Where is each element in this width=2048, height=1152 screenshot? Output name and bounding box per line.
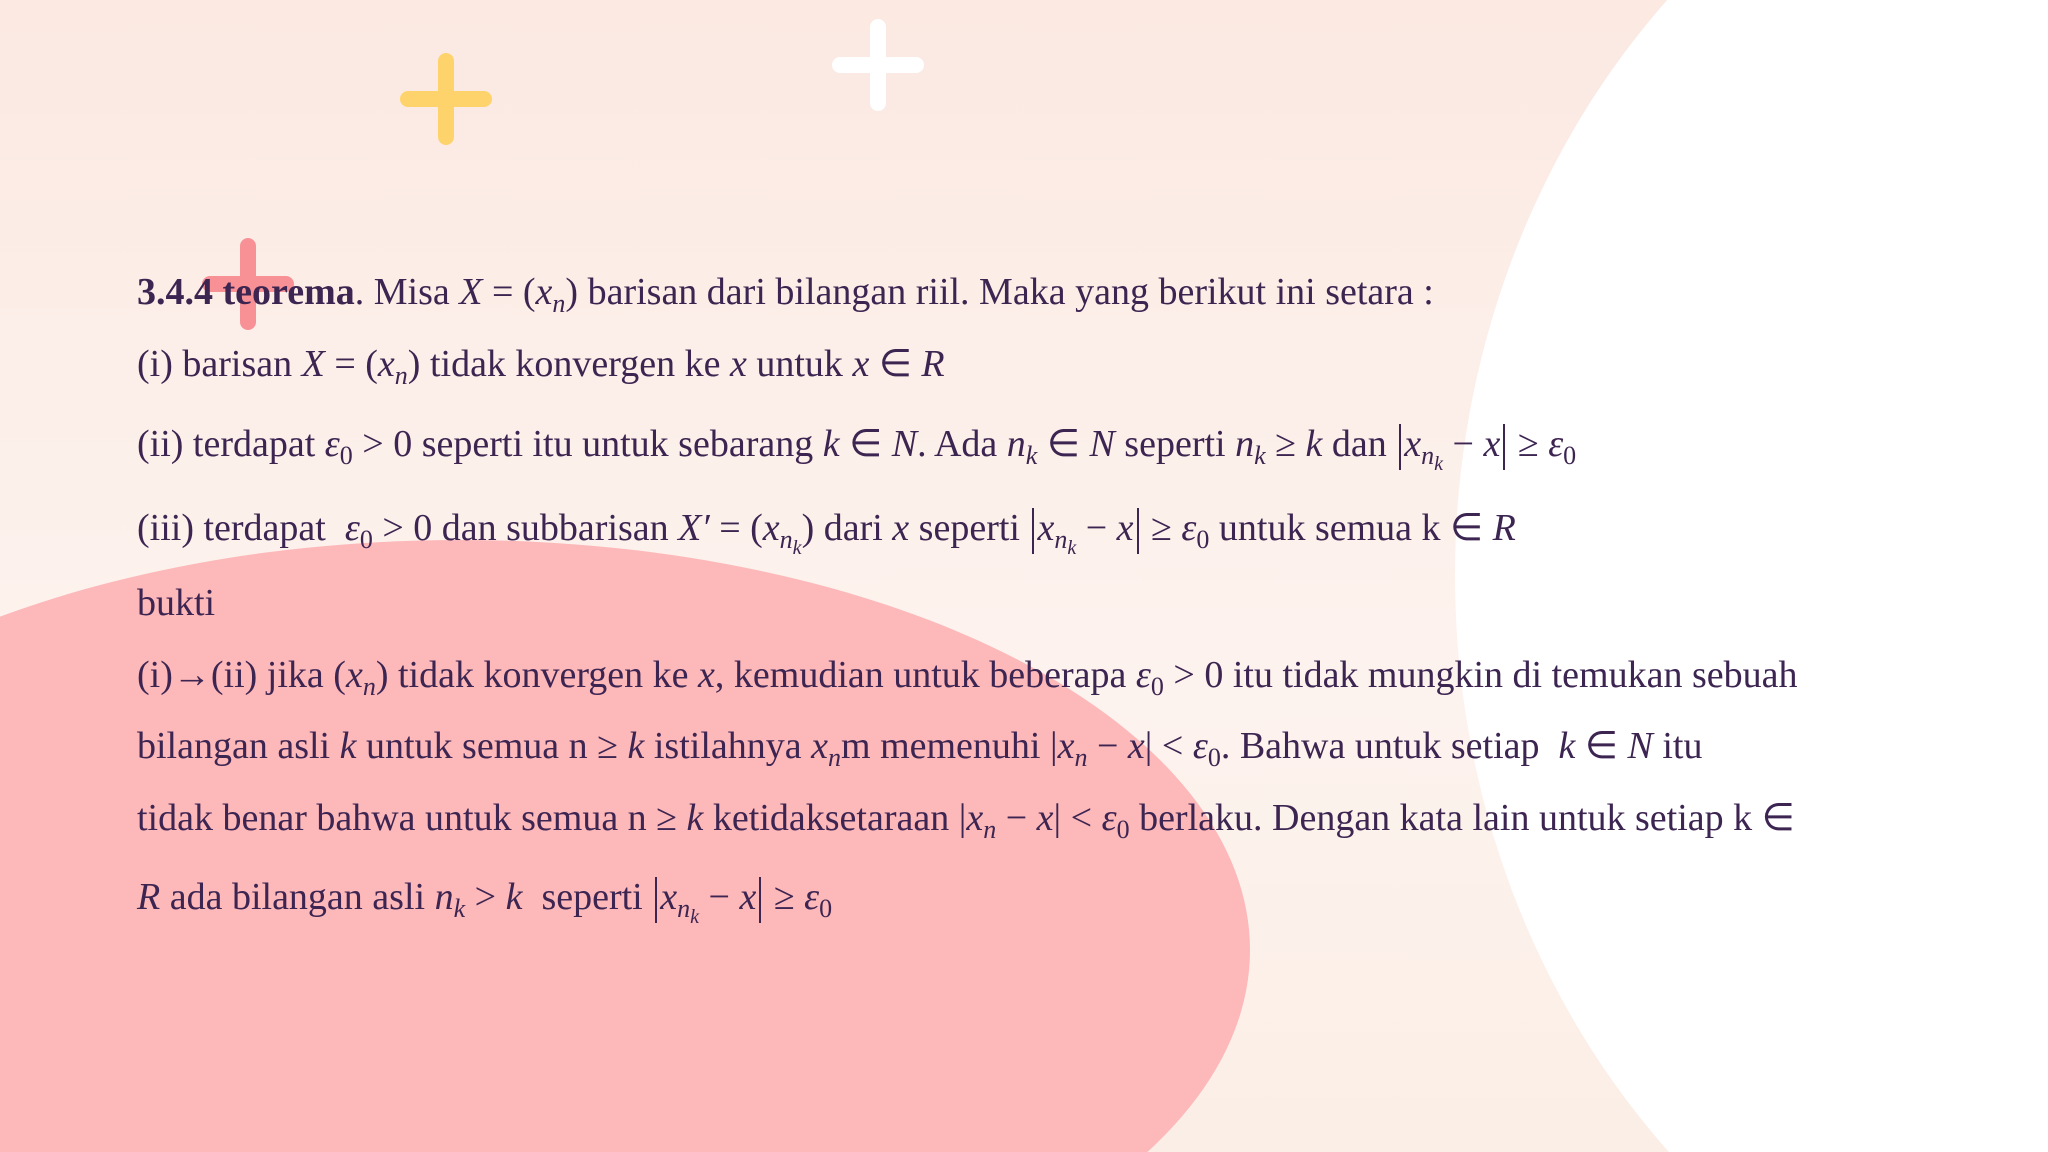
proof-line-2: bilangan asli k untuk semua n ≥ k istilahnya $x_nm$ memenuhi $|x_n - x| < \varepsilon_0$. Bahwa untuk setiap k ∈ N itu xyxy=(137,725,1703,772)
proof-line-1: (i)→(ii) jika $(x_n)$ tidak konvergen ke x, kemudian untuk beberapa $\varepsilon_0 > 0$ itu tidak mungkin di temukan sebuah xyxy=(137,654,1798,701)
item-ii: (ii) terdapat $\varepsilon_0 > 0$ seperti itu untuk sebarang k ∈ N. Ada $n_k$ ∈ N seperti $n_k \ge k$ dan $x_{n_k} - x \ge \varepsilon_0$ xyxy=(137,423,1577,475)
proof-line-3: tidak benar bahwa untuk semua n ≥ k ketidaksetaraan $|x_n - x| < \varepsilon_0$ berlaku. Dengan kata lain untuk setiap k ∈ xyxy=(137,797,1795,844)
theorem-title: 3.4.4 teorema xyxy=(137,271,355,313)
plus-icon-yellow xyxy=(400,53,492,145)
proof-heading: bukti xyxy=(137,582,216,624)
plus-icon-white xyxy=(832,19,924,111)
proof-line-4: R ada bilangan asli $n_k > k$ seperti $x_{n_k} - x \ge \varepsilon_0$ xyxy=(137,876,833,928)
background-white-circle xyxy=(1455,0,2048,1152)
theorem-intro: Misa $X = (x_n)$ barisan dari bilangan riil. Maka yang berikut ini setara : xyxy=(373,271,1434,318)
theorem-line: 3.4.4 teorema. Misa $X = (x_n)$ barisan dari bilangan riil. Maka yang berikut ini setara : xyxy=(137,271,1434,318)
item-i: (i) barisan $X = (x_n)$ tidak konvergen ke x untuk x ∈ R xyxy=(137,343,945,390)
item-iii: (iii) terdapat $\varepsilon_0 > 0$ dan subbarisan $X' = (x_{n_k})$ dari x seperti $x_{n_k} - x \ge \varepsilon_0$ untuk semua k ∈ R xyxy=(137,507,1516,559)
